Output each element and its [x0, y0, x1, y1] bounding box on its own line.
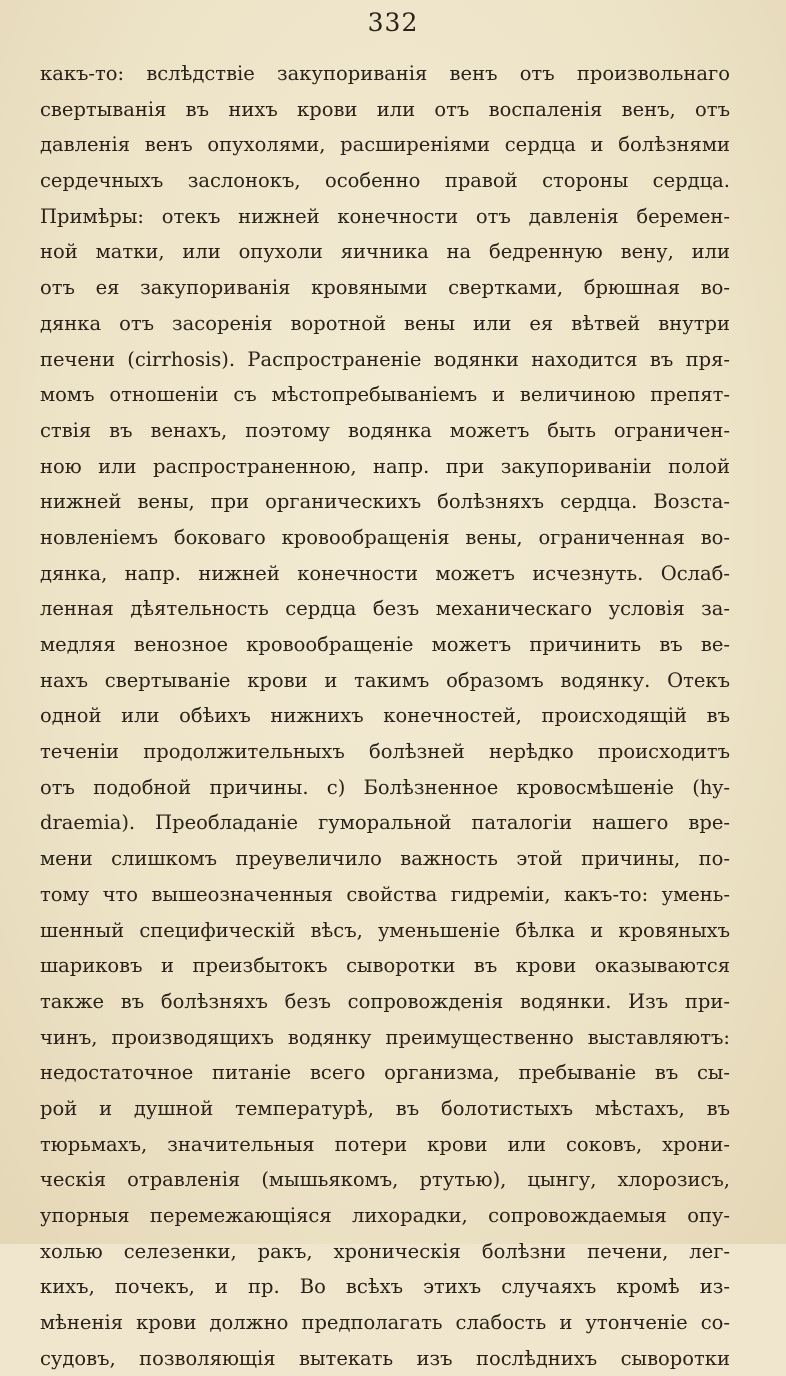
text-line: Примѣры: отекъ нижней конечности отъ давленія беремен-	[40, 204, 730, 228]
text-line: теченіи продолжительныхъ болѣзней нерѣдко происходитъ	[40, 740, 730, 764]
text-line: ствія въ венахъ, поэтому водянка можетъ быть ограничен-	[40, 418, 730, 442]
text-line: давленія венъ опухолями, расширеніями сердца и болѣзнями	[40, 133, 730, 157]
text-line: новленіемъ боковаго кровообращенія вены, ограниченная во-	[40, 525, 730, 549]
text-line: упорныя перемежающіяся лихорадки, сопровождаемыя опу-	[40, 1204, 730, 1227]
text-line: недостаточное питаніе всего организма, пребываніе въ сы-	[40, 1061, 730, 1085]
text-line: рой и душной температурѣ, въ болотистыхъ мѣстахъ, въ	[40, 1096, 730, 1120]
text-line: тому что вышеозначенныя свойства гидреміи, какъ-то: умень-	[40, 882, 730, 906]
text-line: мѣненія крови должно предполагать слабость и утонченіе со-	[40, 1311, 730, 1335]
text-line: также въ болѣзняхъ безъ сопровожденія водянки. Изъ при-	[40, 989, 730, 1013]
text-line: отъ ея закупориванія кровяными свертками, брюшная во-	[40, 276, 730, 300]
text-line: дянка отъ засоренія воротной вены или ея вѣтвей внутри	[40, 311, 730, 335]
text-line: draemia). Преобладаніе гуморальной паталогіи нашего вре-	[40, 811, 730, 835]
text-line: какъ-то: вслѣдствіе закупориванія венъ отъ произвольнаго	[40, 62, 730, 85]
text-line: нижней вены, при органическихъ болѣзняхъ сердца. Возста-	[40, 490, 730, 514]
text-line: нахъ свертываніе крови и такимъ образомъ водянку. Отекъ	[40, 668, 730, 692]
text-line: чинъ, производящихъ водянку преимущественно выставляютъ:	[40, 1025, 730, 1049]
text-line: судовъ, позволяющія вытекать изъ послѣднихъ сыворотки	[40, 1346, 730, 1370]
text-line: кихъ, почекъ, и пр. Во всѣхъ этихъ случаяхъ кромѣ из-	[40, 1275, 730, 1299]
text-line: момъ отношеніи съ мѣстопребываніемъ и величиною препят-	[40, 383, 730, 407]
text-line: ною или распространенною, напр. при закупориваніи полой	[40, 454, 730, 478]
body-text	[40, 56, 730, 1376]
text-line: ленная дѣятельность сердца безъ механическаго условія за-	[40, 597, 730, 621]
text-line: свертыванія въ нихъ крови или отъ воспаленія венъ, отъ	[40, 97, 730, 121]
text-line: шариковъ и преизбытокъ сыворотки въ крови оказываются	[40, 954, 730, 978]
text-line: печени (cirrhosis). Распространеніе водянки находится въ пря-	[40, 347, 730, 371]
text-line: холью селезенки, ракъ, хроническія болѣзни печени, лег-	[40, 1239, 730, 1263]
text-line: мени слишкомъ преувеличило важность этой причины, по-	[40, 847, 730, 871]
text-line: сердечныхъ заслонокъ, особенно правой стороны сердца.	[40, 169, 730, 193]
text-line: шенный специфическій вѣсъ, уменьшеніе бѣлка и кровяныхъ	[40, 918, 730, 942]
text-line: медляя венозное кровообращеніе можетъ причинить въ ве-	[40, 633, 730, 656]
text-line: ческія отравленія (мышьякомъ, ртутью), цынгу, хлорозисъ,	[40, 1168, 730, 1192]
text-line: отъ подобной причины. c) Болѣзненное кровосмѣшеніе (hy-	[40, 775, 730, 799]
page-number: 332	[367, 8, 419, 37]
text-line: тюрьмахъ, значительныя потери крови или соковъ, хрони-	[40, 1132, 730, 1156]
text-line: дянка, напр. нижней конечности можетъ исчезнуть. Ослаб-	[40, 561, 730, 585]
text-line: ной матки, или опухоли яичника на бедренную вену, или	[40, 240, 730, 264]
text-line: одной или обѣихъ нижнихъ конечностей, происходящій въ	[40, 704, 730, 728]
